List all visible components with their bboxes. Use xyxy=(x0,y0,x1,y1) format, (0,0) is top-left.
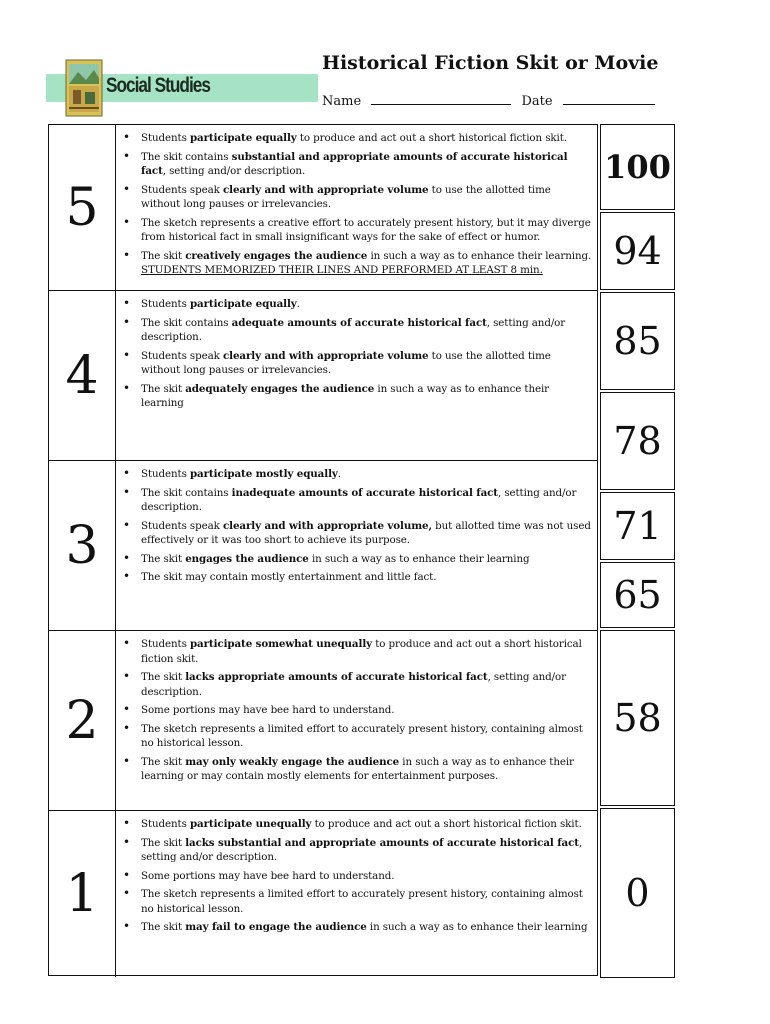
points-box-0 xyxy=(600,808,675,978)
criterion-text: , setting and/or description. xyxy=(162,165,306,177)
criterion-text: The skit xyxy=(141,249,186,262)
points-box-78 xyxy=(600,392,675,490)
criterion-text: to produce and act out a short historical fiction skit. xyxy=(141,638,582,665)
score-value: 5 xyxy=(65,177,99,238)
criteria-cell xyxy=(115,291,597,460)
criterion-emphasis: participate unequally xyxy=(189,818,312,830)
criterion-text: Students xyxy=(141,298,190,310)
criterion-text: , setting and/or description. xyxy=(141,671,566,698)
points-value: 58 xyxy=(613,696,662,740)
criterion-text: Students speak xyxy=(141,349,223,362)
criterion-text: The skit xyxy=(141,755,186,768)
criterion-text: . xyxy=(296,298,300,310)
criterion-text: but allotted time was not used effectively or it was too short to achieve its purpose. xyxy=(141,519,591,546)
rubric-row-5 xyxy=(49,125,597,291)
criterion-emphasis: participate equally xyxy=(189,298,297,310)
criterion-emphasis: participate mostly equally xyxy=(189,468,338,480)
rubric-row-2 xyxy=(49,631,597,811)
score-cell xyxy=(49,811,116,977)
criterion-text: The skit xyxy=(141,382,186,395)
date-blank[interactable] xyxy=(563,92,655,105)
criterion-emphasis: lacks appropriate amounts of accurate historical fact xyxy=(185,671,488,683)
criterion-text: in such a way as to enhance their learning xyxy=(308,552,530,565)
criterion-item xyxy=(123,887,593,916)
criterion-text: The sketch represents a limited effort to accurately present history, containing almost no historical lesson. xyxy=(141,888,583,915)
criterion-text: The skit contains xyxy=(141,150,232,163)
criteria-list xyxy=(123,817,593,935)
name-blank[interactable] xyxy=(371,92,511,105)
criterion-emphasis: participate equally xyxy=(189,132,297,144)
criteria-cell xyxy=(115,811,597,977)
criterion-item xyxy=(123,486,593,515)
name-date-line xyxy=(322,92,655,109)
criterion-text: in such a way as to enhance their learning. xyxy=(367,249,592,262)
criterion-text: The skit xyxy=(141,921,186,933)
points-box-65 xyxy=(600,562,675,628)
criterion-text: to produce and act out a short historical fiction skit. xyxy=(311,818,582,830)
criterion-emphasis: clearly and with appropriate volume xyxy=(222,349,429,362)
criterion-text: in such a way as to enhance their learning xyxy=(366,921,588,933)
criterion-text: Students xyxy=(141,638,190,650)
criterion-emphasis: clearly and with appropriate volume, xyxy=(222,519,432,532)
score-value: 4 xyxy=(65,345,99,406)
page-title: Historical Fiction Skit or Movie xyxy=(322,52,659,74)
criterion-text: The skit xyxy=(141,836,186,849)
score-value: 3 xyxy=(65,515,99,576)
criterion-emphasis: engages the audience xyxy=(185,552,309,565)
criterion-text: Some portions may have bee hard to understand. xyxy=(141,704,395,716)
criterion-item xyxy=(123,920,593,935)
criterion-text: The sketch represents a limited effort to accurately present history, containing almost no historical lesson. xyxy=(141,722,583,749)
points-value: 65 xyxy=(613,573,662,617)
criteria-cell xyxy=(115,631,597,810)
criterion-text: in such a way as to enhance their learning xyxy=(141,382,549,409)
book-landscape-icon xyxy=(64,58,104,118)
criteria-list xyxy=(123,297,593,411)
rubric-row-1 xyxy=(49,811,597,977)
criterion-text: , setting and/or description. xyxy=(141,316,566,343)
points-box-85 xyxy=(600,292,675,390)
name-label: Name xyxy=(322,94,362,109)
rubric-row-4 xyxy=(49,291,597,461)
criterion-text: The sketch represents a creative effort to accurately present history, but it may diverge from historical fact in small insignificant ways for the sake of effect or humor. xyxy=(141,216,591,243)
subject-logo-text: Social Studies xyxy=(106,74,210,97)
criterion-item xyxy=(123,150,593,179)
criteria-list xyxy=(123,467,593,585)
criterion-item xyxy=(123,755,593,784)
criterion-emphasis: adequate amounts of accurate historical fact xyxy=(231,316,487,329)
criterion-text: The skit xyxy=(141,671,186,683)
criterion-emphasis: lacks substantial and appropriate amounts of accurate historical fact xyxy=(185,836,579,849)
criterion-text: The skit contains xyxy=(141,486,232,499)
score-value: 1 xyxy=(65,864,99,924)
criterion-text: , setting and/or description. xyxy=(141,486,577,513)
points-box-94 xyxy=(600,212,675,290)
points-box-71 xyxy=(600,492,675,560)
points-value: 94 xyxy=(613,229,662,273)
criterion-emphasis: creatively engages the audience xyxy=(185,249,368,262)
criterion-text: Some portions may have bee hard to understand. xyxy=(141,869,395,882)
criterion-text: to use the allotted time without long pauses or irrelevancies. xyxy=(141,183,551,210)
criterion-item xyxy=(123,382,593,411)
criterion-item xyxy=(123,703,593,718)
criterion-text: , setting and/or description. xyxy=(141,836,583,863)
score-cell xyxy=(49,461,116,630)
criterion-text: Students xyxy=(141,818,190,830)
score-cell xyxy=(49,631,116,810)
rubric-row-3 xyxy=(49,461,597,631)
criterion-item xyxy=(123,316,593,345)
score-value: 2 xyxy=(65,690,99,751)
criterion-item xyxy=(123,722,593,751)
criterion-text: Students xyxy=(141,132,190,144)
criterion-emphasis: may only weakly engage the audience xyxy=(185,755,400,768)
points-box-58 xyxy=(600,630,675,806)
criterion-item xyxy=(123,183,593,212)
points-value: 100 xyxy=(604,148,671,186)
criterion-text: to use the allotted time without long pauses or irrelevancies. xyxy=(141,349,551,376)
criterion-text: in such a way as to enhance their learning or may contain mostly elements for entertainment purposes. xyxy=(141,755,574,782)
rubric-table xyxy=(48,124,598,976)
criterion-emphasis: adequately engages the audience xyxy=(185,382,375,395)
criterion-item xyxy=(123,131,593,146)
criterion-item xyxy=(123,519,593,548)
points-value: 85 xyxy=(613,319,662,363)
criterion-emphasis: substantial and appropriate amounts of accurate historical fact xyxy=(141,150,568,177)
criterion-item xyxy=(123,869,593,884)
criterion-underline: STUDENTS MEMORIZED THEIR LINES AND PERFORMED AT LEAST 8 min. xyxy=(141,264,543,276)
criterion-item xyxy=(123,467,593,482)
criterion-text: The skit contains xyxy=(141,316,232,329)
criterion-emphasis: clearly and with appropriate volume xyxy=(222,183,429,196)
criterion-text: Students speak xyxy=(141,183,223,196)
points-box-100 xyxy=(600,124,675,210)
criterion-item xyxy=(123,249,593,278)
criterion-emphasis: may fail to engage the audience xyxy=(185,921,367,933)
criterion-item xyxy=(123,297,593,312)
criterion-emphasis: participate somewhat unequally xyxy=(189,638,373,650)
criterion-text: Students xyxy=(141,468,190,480)
criterion-item xyxy=(123,216,593,245)
criterion-item xyxy=(123,817,593,832)
criteria-list xyxy=(123,637,593,784)
criterion-text: The skit may contain mostly entertainment and little fact. xyxy=(141,571,437,583)
points-value: 78 xyxy=(613,419,662,463)
criterion-text: . xyxy=(337,468,341,480)
criterion-text: to produce and act out a short historical fiction skit. xyxy=(296,132,567,144)
criterion-text: The skit xyxy=(141,552,186,565)
date-label: Date xyxy=(521,94,553,109)
criteria-cell xyxy=(115,461,597,630)
criterion-item xyxy=(123,836,593,865)
criterion-item xyxy=(123,637,593,666)
points-value: 0 xyxy=(625,871,650,915)
score-cell xyxy=(49,291,116,460)
criterion-item xyxy=(123,349,593,378)
criterion-emphasis: inadequate amounts of accurate historical fact xyxy=(231,486,498,499)
criterion-item xyxy=(123,570,593,585)
criterion-item xyxy=(123,552,593,567)
criteria-cell xyxy=(115,125,597,290)
criterion-text: Students speak xyxy=(141,519,223,532)
points-value: 71 xyxy=(613,504,662,548)
score-cell xyxy=(49,125,116,290)
criterion-item xyxy=(123,670,593,699)
criteria-list xyxy=(123,131,593,278)
